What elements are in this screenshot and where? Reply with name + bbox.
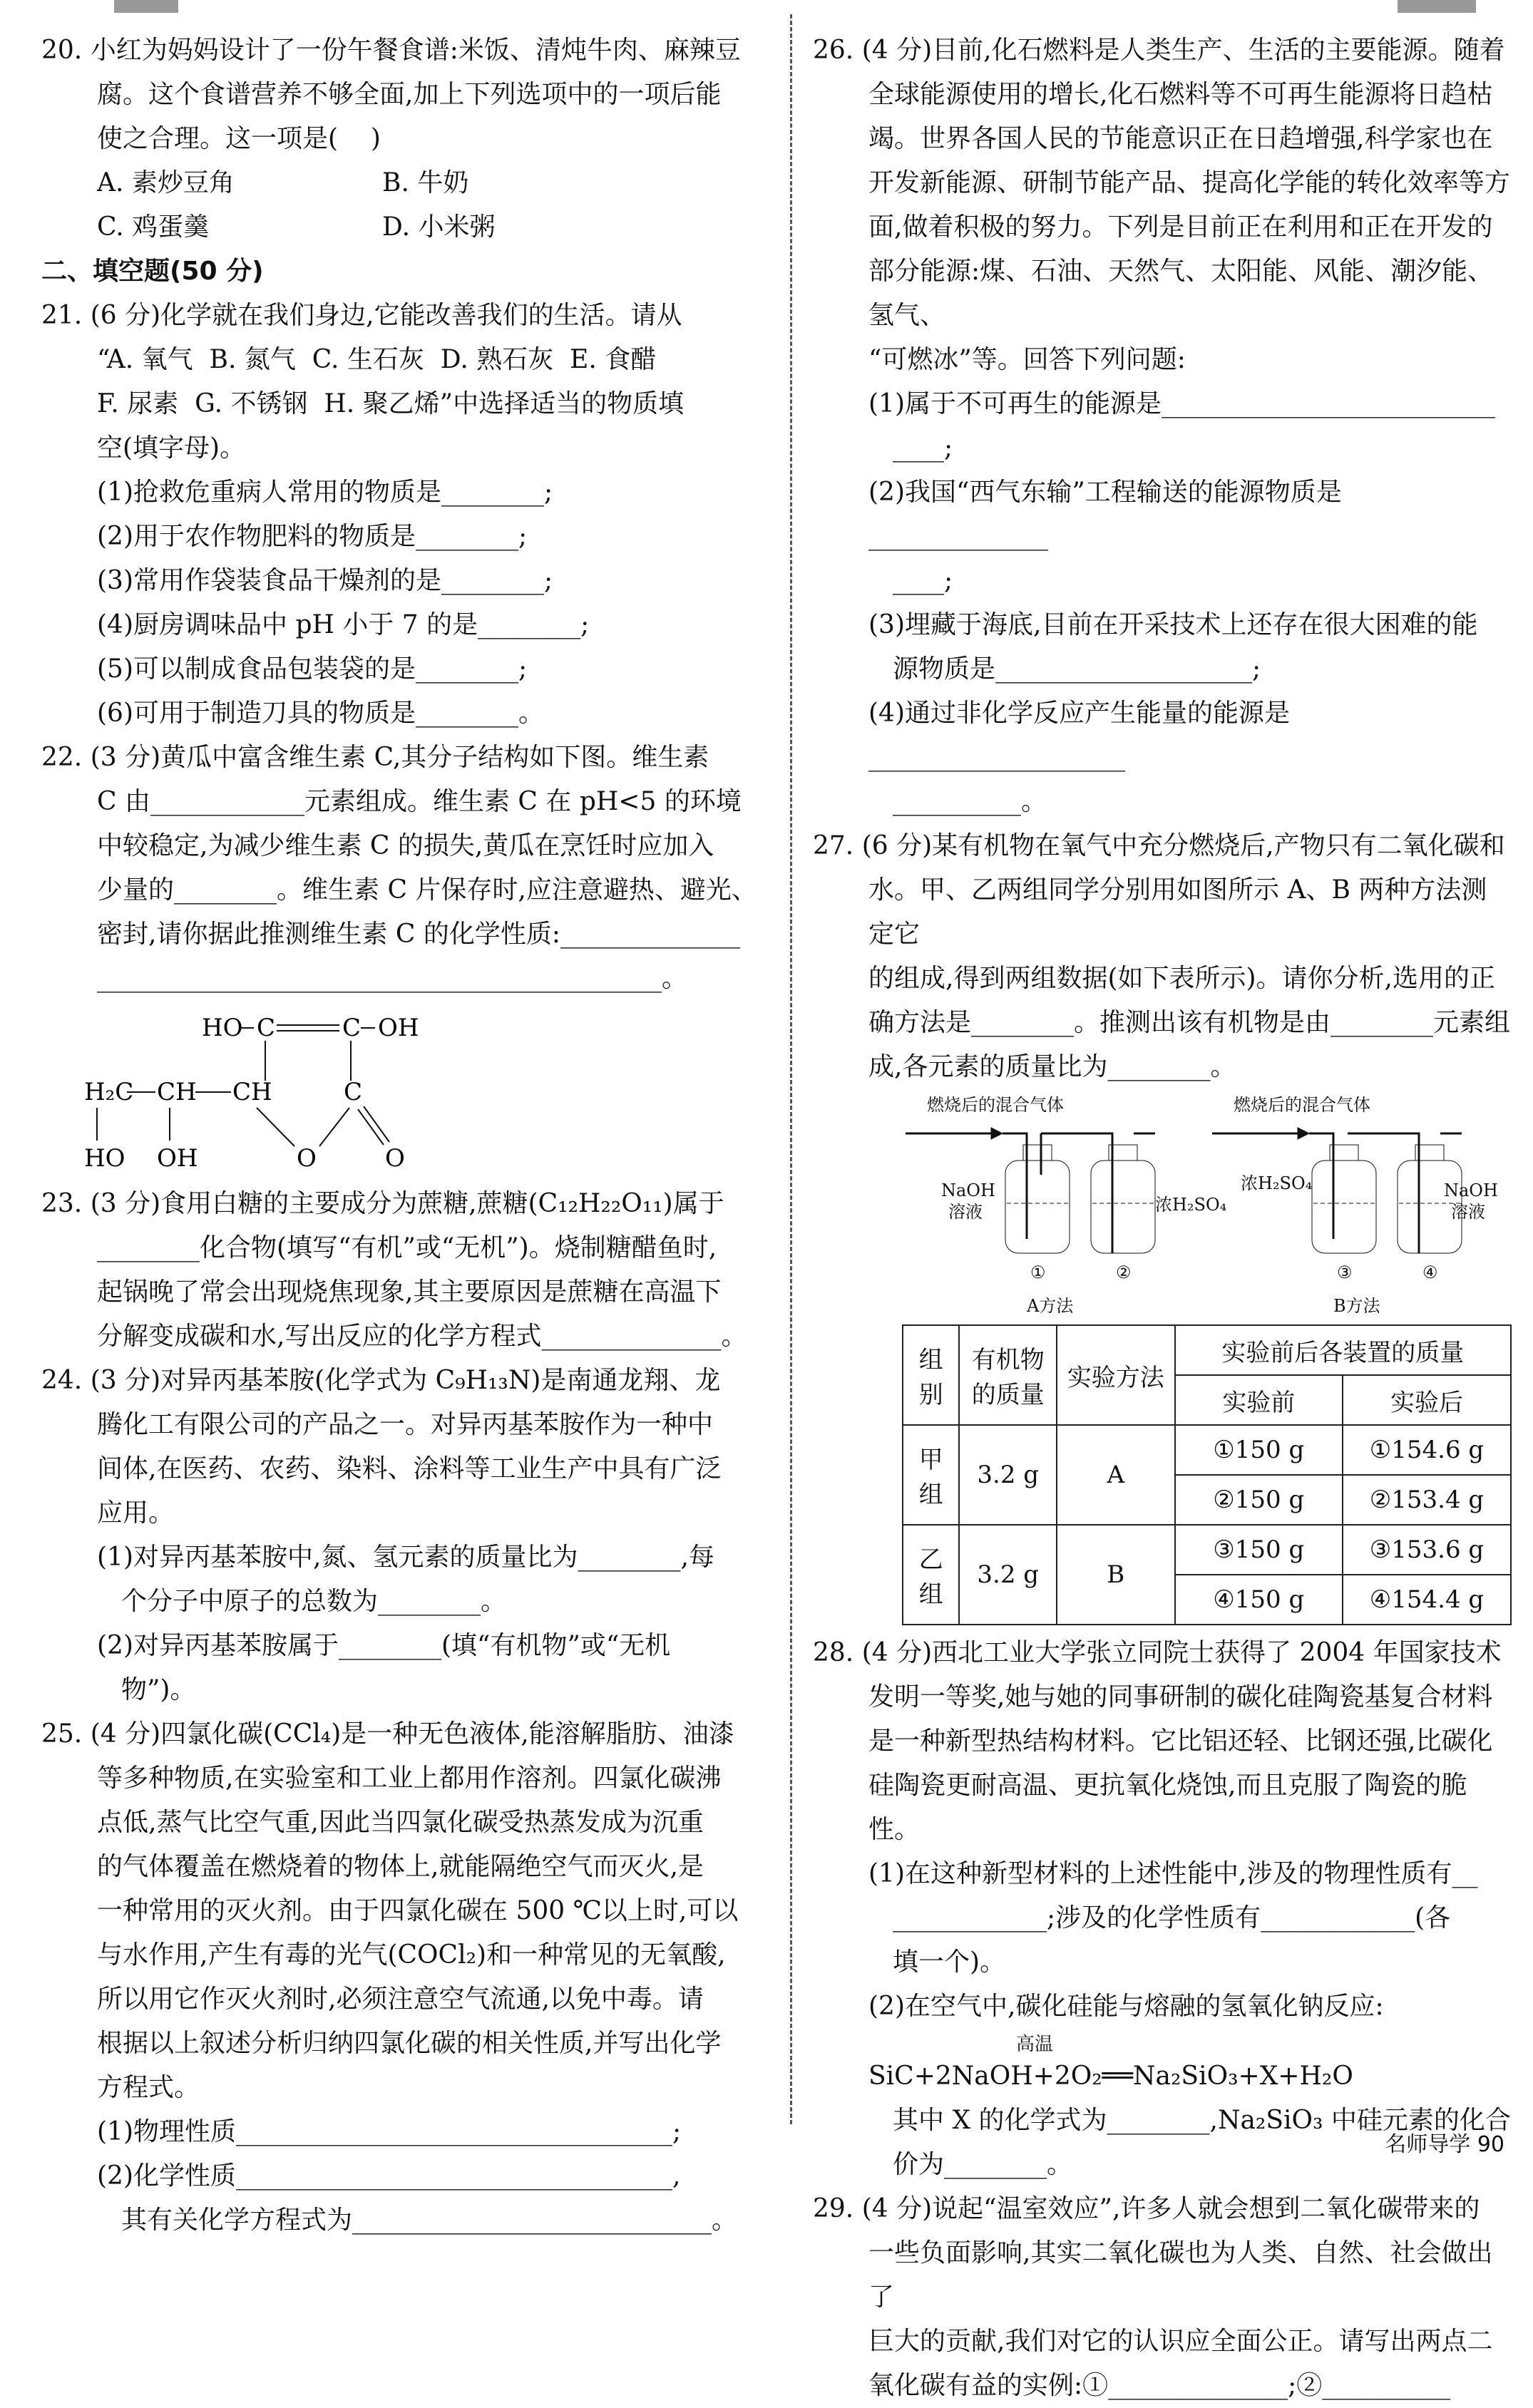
bottle-1 xyxy=(1005,1145,1070,1253)
q26-item: 源物质是____________________; xyxy=(893,654,1261,684)
q24-line: 24. (3 分)对异丙基苯胺(化学式为 C₉H₁₃N)是南通龙翔、龙 xyxy=(41,1366,721,1395)
atom-oh: OH xyxy=(157,1144,198,1173)
solution-label: 溶液 xyxy=(948,1202,983,1222)
q26-item: (3)埋藏于海底,目前在开采技术上还存在很大困难的能 xyxy=(868,610,1478,639)
q26-item: (1)属于不可再生的能源是__________________________ xyxy=(868,389,1495,418)
q24-line: 间体,在医药、农药、染料、涂料等工业生产中具有广泛 xyxy=(97,1454,722,1483)
bond xyxy=(319,1108,349,1146)
q21-line: F. 尿素 G. 不锈钢 H. 聚乙烯”中选择适当的物质填 xyxy=(97,389,685,418)
q27-line: 确方法是________。推测出该有机物是由________元素组 xyxy=(868,1008,1511,1037)
q22-line: 密封,请你据此推测维生素 C 的化学性质:______________ xyxy=(97,920,741,949)
q28-item: 填一个)。 xyxy=(893,1948,1006,1977)
q25-line: 等多种物质,在实验室和工业上都用作溶剂。四氯化碳沸 xyxy=(97,1764,722,1793)
q25-line: 所以用它作灭火剂时,必须注意空气流通,以免中毒。请 xyxy=(97,1985,704,2014)
header-before: 实验前 xyxy=(1175,1375,1343,1425)
q21-item: (6)可用于制造刀具的物质是________。 xyxy=(97,699,544,728)
q26-line: 26. (4 分)目前,化石燃料是人类生产、生活的主要能源。随着 xyxy=(813,36,1505,65)
q28-line: 28. (4 分)西北工业大学张立同院士获得了 2004 年国家技术 xyxy=(813,1638,1502,1667)
q22-line: ____________________________________________。 xyxy=(97,964,687,993)
atom-h2c: H₂C xyxy=(84,1078,134,1106)
q20-line: 20. 小红为妈妈设计了一份午餐食谱:米饭、清炖牛肉、麻辣豆 xyxy=(41,36,741,65)
atom-ho: HO xyxy=(202,1014,243,1042)
q25-item: 其有关化学方程式为____________________________。 xyxy=(121,2206,738,2235)
atom-ch: CH xyxy=(232,1078,272,1106)
q25-line: 一种常用的灭火剂。由于四氯化碳在 500 ℃以上时,可以 xyxy=(97,1896,739,1925)
q26-item: __________。 xyxy=(893,787,1047,816)
section-heading: 二、填空题(50 分) xyxy=(41,257,264,286)
gas-label-b: 燃烧后的混合气体 xyxy=(1234,1095,1370,1115)
question-25 xyxy=(41,1712,776,2243)
q26-line: 全球能源使用的增长,化石燃料等不可再生能源将日趋枯 xyxy=(868,80,1493,109)
q21-line: 21. (6 分)化学就在我们身边,它能改善我们的生活。请从 xyxy=(41,301,682,330)
bond xyxy=(257,1108,294,1146)
cell-after: ①154.6 g xyxy=(1343,1425,1511,1475)
h2so4-label: 浓H₂SO₄ xyxy=(1241,1173,1313,1193)
cell-before: ③150 g xyxy=(1175,1525,1343,1575)
cell-after: ③153.6 g xyxy=(1343,1525,1511,1575)
cell-mass: 3.2 g xyxy=(959,1525,1057,1625)
option-b: B. 牛奶 xyxy=(382,168,469,197)
scan-mark-left xyxy=(114,0,178,13)
bottle-number: ④ xyxy=(1422,1262,1438,1282)
q28-item: (2)在空气中,碳化硅能与熔融的氢氧化钠反应: xyxy=(868,1992,1384,2021)
header-mass: 有机物的质量 xyxy=(959,1325,1057,1425)
page-footer: 名师导学 90 xyxy=(1385,2132,1504,2157)
question-21 xyxy=(41,294,776,736)
reaction-equation: SiC+2NaOH+2O₂══Na₂SiO₃+X+H₂O xyxy=(868,2062,1353,2091)
table-row xyxy=(903,1425,1511,1475)
q22-line: 少量的________。维生素 C 片保存时,应注意避热、避光、 xyxy=(97,875,757,905)
atom-c: C xyxy=(342,1014,362,1042)
q24-item: 个分子中原子的总数为________。 xyxy=(121,1587,507,1616)
q27-line: 的组成,得到两组数据(如下表所示)。请你分析,选用的正 xyxy=(868,964,1495,993)
arrow-head xyxy=(991,1128,1003,1139)
q29-line: 巨大的贡献,我们对它的认识应全面公正。请写出两点二 xyxy=(868,2327,1493,2356)
solution-label: 溶液 xyxy=(1451,1202,1485,1222)
q28-item: 价为________。 xyxy=(893,2150,1073,2179)
q26-item: (4)通过非化学反应产生能量的能源是____________________ xyxy=(868,699,1290,772)
q23-line: ________化合物(填写“有机”或“无机”)。烧制糖醋鱼时, xyxy=(97,1233,717,1262)
q20-options xyxy=(41,161,776,249)
q21-line: “A. 氧气 B. 氮气 C. 生石灰 D. 熟石灰 E. 食醋 xyxy=(97,345,657,374)
naoh-label: NaOH xyxy=(1444,1180,1498,1200)
q20-line: 腐。这个食谱营养不够全面,加上下列选项中的一项后能 xyxy=(97,80,722,109)
method-b-label: B方法 xyxy=(1333,1296,1380,1316)
apparatus-figure xyxy=(813,1089,1512,1324)
q27-line: 水。甲、乙两组同学分别用如图所示 A、B 两种方法测定它 xyxy=(868,875,1487,949)
header-span: 实验前后各装置的质量 xyxy=(1175,1325,1511,1375)
q25-item: (2)化学性质__________________________________, xyxy=(97,2161,681,2191)
question-29 xyxy=(813,2187,1512,2408)
q24-line: 腾化工有限公司的产品之一。对异丙基苯胺作为一种中 xyxy=(97,1410,714,1439)
question-28 xyxy=(813,1631,1512,2187)
q21-line: 空(填字母)。 xyxy=(97,433,246,463)
q29-line: 氧化碳有益的实例:①______________;②__________ xyxy=(868,2371,1451,2400)
left-column xyxy=(41,29,776,2243)
q29-line: 29. (4 分)说起“温室效应”,许多人就会想到二氧化碳带来的 xyxy=(813,2194,1480,2223)
scan-mark-right xyxy=(1398,0,1476,13)
q25-line: 方程式。 xyxy=(97,2073,200,2102)
q26-item: (2)我国“西气东输”工程输送的能源物质是______________ xyxy=(868,478,1342,551)
bottle-number: ② xyxy=(1116,1262,1132,1282)
header-group: 组别 xyxy=(903,1325,959,1425)
q25-line: 点低,蒸气比空气重,因此当四氯化碳受热蒸发成为沉重 xyxy=(97,1808,704,1837)
q23-line: 23. (3 分)食用白糖的主要成分为蔗糖,蔗糖(C₁₂H₂₂O₁₁)属于 xyxy=(41,1189,724,1218)
q20-line: 使之合理。这一项是( ) xyxy=(97,124,381,153)
option-d: D. 小米粥 xyxy=(382,212,496,242)
q24-item: 物”)。 xyxy=(121,1675,196,1704)
q24-item: (1)对异丙基苯胺中,氮、氢元素的质量比为________,每 xyxy=(97,1543,714,1572)
q22-line: C 由____________元素组成。维生素 C 在 pH<5 的环境 xyxy=(97,787,742,816)
bond xyxy=(358,1109,384,1145)
cell-before: ①150 g xyxy=(1175,1425,1343,1475)
header-method: 实验方法 xyxy=(1057,1325,1175,1425)
q21-item: (2)用于农作物肥料的物质是________; xyxy=(97,522,528,551)
q26-line: “可燃冰”等。回答下列问题: xyxy=(868,345,1186,374)
reaction-condition: 高温 xyxy=(1016,2034,1054,2055)
question-26 xyxy=(813,29,1512,824)
right-column xyxy=(813,29,1512,2408)
q28-line: 硅陶瓷更耐高温、更抗氧化烧蚀,而且克服了陶瓷的脆性。 xyxy=(868,1771,1467,1844)
cell-method: B xyxy=(1057,1525,1175,1625)
cell-group: 甲组 xyxy=(903,1425,959,1525)
atom-c: C xyxy=(344,1078,363,1106)
naoh-label: NaOH xyxy=(941,1180,995,1200)
q23-line: 分解变成碳和水,写出反应的化学方程式______________。 xyxy=(97,1322,747,1351)
q29-line: 一些负面影响,其实二氧化碳也为人类、自然、社会做出了 xyxy=(868,2238,1493,2312)
q22-line: 22. (3 分)黄瓜中富含维生素 C,其分子结构如下图。维生素 xyxy=(41,743,709,772)
question-27 xyxy=(813,824,1512,1625)
q26-line: 面,做着积极的努力。下列是目前正在利用和正在开发的 xyxy=(868,212,1493,242)
bottle-3 xyxy=(1312,1145,1376,1253)
arrow-head xyxy=(1298,1128,1309,1139)
table-row xyxy=(903,1525,1511,1575)
q21-item: (4)厨房调味品中 pH 小于 7 的是________; xyxy=(97,610,590,639)
q23-line: 起锅晚了常会出现烧焦现象,其主要原因是蔗糖在高温下 xyxy=(97,1277,722,1307)
option-c: C. 鸡蛋羹 xyxy=(97,212,210,242)
atom-o: O xyxy=(297,1144,317,1173)
q25-line: 的气体覆盖在燃烧着的物体上,就能隔绝空气而灭火,是 xyxy=(97,1852,704,1881)
gas-label-a: 燃烧后的混合气体 xyxy=(927,1095,1064,1115)
q28-line: 发明一等奖,她与她的同事研制的碳化硅陶瓷基复合材料 xyxy=(868,1682,1493,1712)
question-24 xyxy=(41,1359,776,1712)
q21-item: (1)抢救危重病人常用的物质是________; xyxy=(97,478,553,507)
experiment-table xyxy=(902,1324,1512,1625)
q28-item: ____________;涉及的化学性质有____________(各 xyxy=(893,1903,1451,1933)
cell-method: A xyxy=(1057,1425,1175,1525)
bottle-number: ① xyxy=(1030,1262,1046,1282)
atom-c: C xyxy=(257,1014,276,1042)
q26-line: 开发新能源、研制节能产品、提高化学能的转化效率等方 xyxy=(868,168,1511,197)
q25-line: 根据以上叙述分析归纳四氯化碳的相关性质,并写出化学 xyxy=(97,2029,722,2058)
q26-line: 竭。世界各国人民的节能意识正在日趋增强,科学家也在 xyxy=(868,124,1493,153)
q25-item: (1)物理性质__________________________________; xyxy=(97,2117,682,2146)
q21-item: (3)常用作袋装食品干燥剂的是________; xyxy=(97,566,553,595)
cell-mass: 3.2 g xyxy=(959,1425,1057,1525)
q27-line: 成,各元素的质量比为________。 xyxy=(868,1052,1236,1081)
option-a: A. 素炒豆角 xyxy=(97,168,235,197)
bottle-2 xyxy=(1091,1145,1155,1253)
vitamin-c-structure xyxy=(41,1004,776,1175)
atom-oh: OH xyxy=(378,1014,419,1042)
cell-after: ②153.4 g xyxy=(1343,1475,1511,1525)
q25-line: 与水作用,产生有毒的光气(COCl₂)和一种常见的无氧酸, xyxy=(97,1940,726,1970)
q28-item: 其中 X 的化学式为________,Na₂SiO₃ 中硅元素的化合 xyxy=(893,2106,1511,2135)
cell-group: 乙组 xyxy=(903,1525,959,1625)
cell-before: ④150 g xyxy=(1175,1575,1343,1625)
atom-ho: HO xyxy=(84,1144,125,1173)
question-23 xyxy=(41,1182,776,1359)
q26-item: ____; xyxy=(893,566,953,595)
method-a-label: A方法 xyxy=(1027,1296,1074,1316)
cell-after: ④154.4 g xyxy=(1343,1575,1511,1625)
question-22 xyxy=(41,736,776,1175)
q26-line: 部分能源:煤、石油、天然气、太阳能、风能、潮汐能、氢气、 xyxy=(868,257,1494,330)
q27-line: 27. (6 分)某有机物在氧气中充分燃烧后,产物只有二氧化碳和 xyxy=(813,831,1505,860)
q21-item: (5)可以制成食品包装袋的是________; xyxy=(97,654,528,684)
q22-line: 中较稳定,为减少维生素 C 的损失,黄瓜在烹饪时应加入 xyxy=(97,831,714,860)
column-divider xyxy=(790,14,792,2124)
atom-o: O xyxy=(385,1144,405,1173)
q25-line: 25. (4 分)四氯化碳(CCl₄)是一种无色液体,能溶解脂肪、油漆 xyxy=(41,1719,734,1749)
question-20 xyxy=(41,29,776,249)
q24-line: 应用。 xyxy=(97,1498,175,1528)
bottle-number: ③ xyxy=(1337,1262,1353,1282)
q24-item: (2)对异丙基苯胺属于________(填“有机物”或“无机 xyxy=(97,1631,671,1660)
q26-item: ____; xyxy=(893,433,953,463)
bond xyxy=(364,1106,389,1142)
q28-line: 是一种新型热结构材料。它比铝还轻、比钢还强,比碳化 xyxy=(868,1727,1493,1756)
cell-before: ②150 g xyxy=(1175,1475,1343,1525)
h2so4-label: 浓H₂SO₄ xyxy=(1155,1195,1227,1215)
q28-item: (1)在这种新型材料的上述性能中,涉及的物理性质有__ xyxy=(868,1859,1478,1888)
header-after: 实验后 xyxy=(1343,1375,1511,1425)
atom-ch: CH xyxy=(157,1078,197,1106)
